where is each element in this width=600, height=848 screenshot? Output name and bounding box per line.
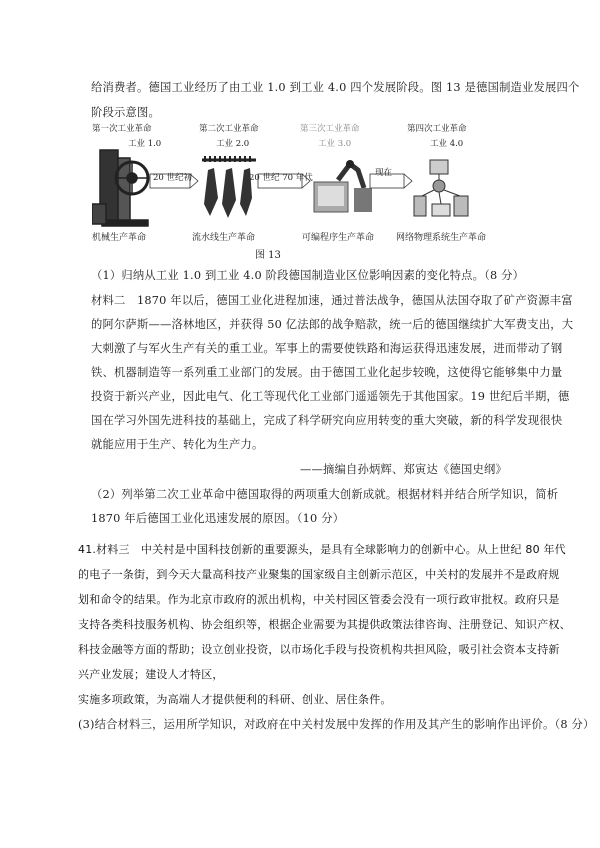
question-3: (3)结合材料三，运用所学知识，对政府在中关村发展中发挥的作用及其产生的影响作出评价。（8 分）: [78, 718, 595, 731]
arrow-3-label: 现在: [375, 168, 393, 178]
material2-line-7: 就能应用于生产、转化为生产力。: [91, 438, 264, 451]
stage-2-label: 流水线生产革命: [192, 233, 256, 243]
stage-2-sub: 工业 2.0: [216, 139, 250, 149]
assembly-line-icon: [202, 156, 256, 218]
material2-source: ——摘编自孙炳辉、郑寅达《德国史纲》: [300, 463, 507, 476]
figure-caption: 图 13: [255, 250, 281, 261]
arrow-2-label: 20 世纪 70 年代: [249, 173, 313, 183]
stage-1-sub: 工业 1.0: [128, 139, 162, 149]
material3-line-4: 支持各类科技服务机构、协会组织等，根据企业需要为其提供政策法律咨询、注册登记、知识产权、: [78, 618, 571, 631]
stage-4-label: 网络物理系统生产革命: [396, 233, 487, 243]
question-2-line-1: （2）列举第二次工业革命中德国取得的两项重大创新成就。根据材料并结合所学知识，简析: [91, 488, 559, 501]
material2-line-2: 的阿尔萨斯——洛林地区，并获得 50 亿法郎的战争赔款，统一后的德国继续扩大军费支出，大: [91, 318, 574, 331]
intro-line-2: 阶段示意图。: [91, 106, 160, 119]
material2-line-4: 铁、机器制造等一系列重工业部门的发展。由于德国工业化起步较晚，这使得它能够集中力量: [91, 366, 563, 379]
question-2-line-2: 1870 年后德国工业化迅速发展的原因。（10 分）: [91, 512, 345, 525]
question-1: （1）归纳从工业 1.0 到工业 4.0 阶段德国制造业区位影响因素的变化特点。（8 分）: [91, 269, 525, 282]
figure-13: [92, 120, 512, 270]
robot-arm-icon: [314, 160, 372, 212]
stage-2-title: 第二次工业革命: [199, 124, 259, 134]
network-devices-icon: [414, 160, 468, 216]
stage-3-title: 第三次工业革命: [300, 124, 360, 134]
stage-3-label: 可编程序生产革命: [302, 233, 375, 243]
stage-1-label: 机械生产革命: [92, 233, 147, 243]
material2-line-1: 材料二 1870 年以后，德国工业化进程加速，通过普法战争，德国从法国夺取了矿产资源丰富: [91, 294, 573, 307]
material3-line-6: 兴产业发展；建设人才特区，: [78, 668, 224, 681]
stage-4-title: 第四次工业革命: [407, 124, 467, 134]
figure-illustrations: [92, 120, 512, 270]
material3-line-2: 的电子一条街，到今天大量高科技产业聚集的国家级自主创新示范区，中关村的发展并不是政府规: [78, 568, 560, 581]
material3-line-1: 41.材料三 中关村是中国科技创新的重要源头，是具有全球影响力的创新中心。从上世纪 80 年代: [78, 543, 566, 556]
arrow-1-label: 20 世纪初: [153, 173, 193, 183]
material3-line-3: 划和命令的结果。作为北京市政府的派出机构，中关村园区管委会没有一项行政审批权。政府只是: [78, 593, 560, 606]
material3-line-7: 实施多项政策，为高端人才提供便利的科研、创业、居住条件。: [78, 693, 392, 706]
material2-line-5: 投资于新兴产业，因此电气、化工等现代化工业部门遥遥领先于其他国家。19 世纪后半期，德: [91, 390, 570, 403]
stage-4-sub: 工业 4.0: [430, 139, 464, 149]
stage-1-title: 第一次工业革命: [92, 124, 152, 134]
material2-line-3: 大刺激了与军火生产有关的重工业。军事上的需要使铁路和海运获得迅速发展，进而带动了钢: [91, 342, 563, 355]
material3-line-5: 科技金融等方面的帮助；设立创业投资，以市场化手段与投资机构共担风险，吸引社会资本支持新: [78, 643, 560, 656]
steam-engine-icon: [92, 150, 148, 226]
stage-3-sub: 工业 3.0: [318, 139, 352, 149]
material2-line-6: 国在学习外国先进科技的基础上，完成了科学研究向应用转变的重大突破，新的科学发现很快: [91, 414, 563, 427]
intro-line-1: 给消费者。德国工业经历了由工业 1.0 到工业 4.0 四个发展阶段。图 13 是德国制造业发展四个: [91, 81, 580, 94]
